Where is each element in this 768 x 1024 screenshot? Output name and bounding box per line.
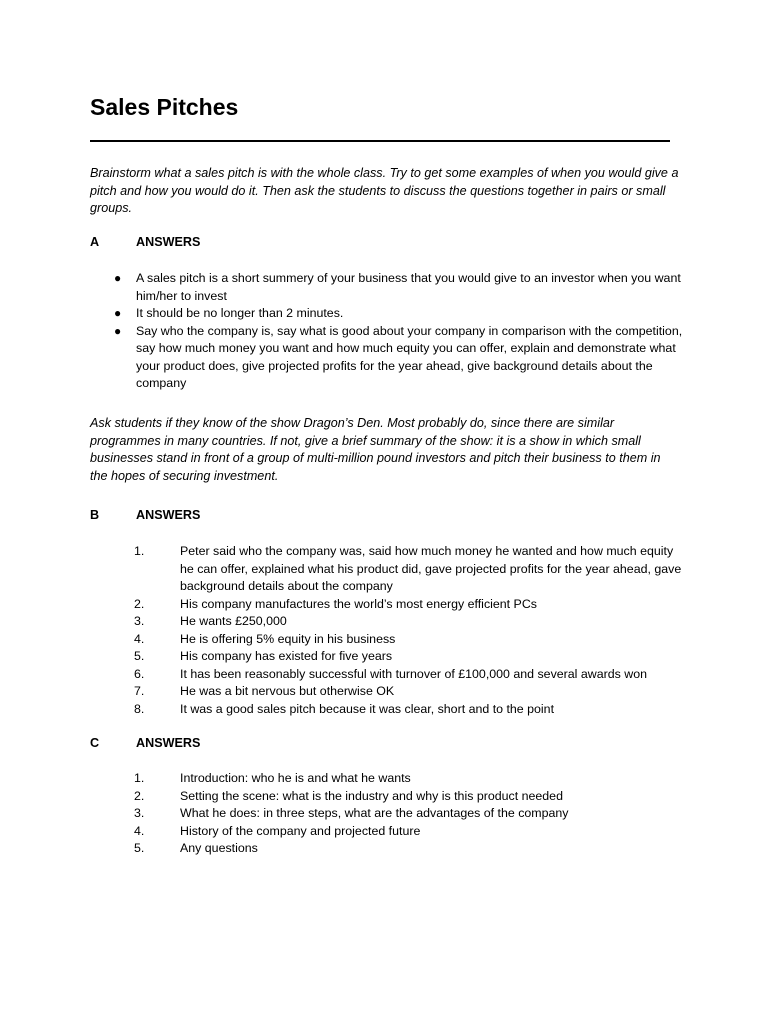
section-c-numbered-list [90,770,690,858]
item-text: Peter said who the company was, said how much money he wanted and how much equity he can offer, explained what his product did, gave projected profits for the year ahead, gave background details about the company [180,544,682,593]
item-number: 4. [134,631,145,646]
section-b-numbered-list [90,543,690,718]
list-item [90,596,690,614]
item-number: 1. [134,544,145,558]
item-text: He wants £250,000 [180,614,287,628]
bullet-text: A sales pitch is a short summery of your business that you would give to an investor when you want him/her to invest [136,271,681,303]
bullet-text: It should be no longer than 2 minutes. [136,306,344,320]
section-label: ANSWERS [136,235,201,249]
list-item [90,683,690,701]
list-item [90,666,690,684]
title-underline [90,140,670,142]
item-text: His company manufactures the world’s most energy efficient PCs [180,596,537,611]
bullet-text: Say who the company is, say what is good about your company in comparison with the competition, say how much money you want and how much equity you can offer, explain and demonstrate what your product does, give projected profits for the year ahead, give background details about the company [136,323,683,390]
list-item [90,805,690,823]
list-item [90,323,690,393]
item-number: 3. [134,614,145,628]
item-text: Any questions [180,841,258,855]
bullet-icon: ● [114,306,122,320]
item-number: 6. [134,666,145,681]
list-item [90,543,690,596]
list-item [90,305,690,323]
item-text: He was a bit nervous but otherwise OK [180,684,395,698]
list-item [90,770,690,788]
item-text: What he does: in three steps, what are the advantages of the company [180,806,569,820]
list-item [90,701,690,719]
item-text: Setting the scene: what is the industry and why is this product needed [180,788,563,803]
section-a-bullet-list [90,270,690,393]
item-number: 1. [134,771,145,785]
section-letter: C [90,736,100,750]
item-number: 5. [134,649,145,663]
item-text: It was a good sales pitch because it was clear, short and to the point [180,701,555,716]
item-text: It has been reasonably successful with turnover of £100,000 and several awards won [180,666,647,681]
dragons-den-paragraph: Ask students if they know of the show Dragon’s Den. Most probably do, since there are similar programmes in many countries. If not, give a brief summary of the show: it is a show in which small businesses stand in front of a group of multi-million pound investors and pitch their business to them in the hopes of securing investment. [90,416,661,483]
item-number: 3. [134,806,145,820]
section-label: ANSWERS [136,736,201,750]
item-number: 5. [134,841,145,855]
section-letter: A [90,235,100,249]
section-letter: B [90,508,100,522]
section-label: ANSWERS [136,508,201,522]
list-item [90,270,690,305]
list-item [90,840,690,858]
list-item [90,823,690,841]
list-item [90,788,690,806]
list-item [90,648,690,666]
list-item [90,613,690,631]
item-number: 2. [134,788,145,803]
item-number: 4. [134,823,145,838]
intro-paragraph: Brainstorm what a sales pitch is with the whole class. Try to get some examples of when you would give a pitch and how you would do it. Then ask the students to discuss the questions together in pairs or small groups. [90,166,679,215]
item-number: 2. [134,596,145,611]
page-title: Sales Pitches [90,94,239,120]
item-text: Introduction: who he is and what he wants [180,771,411,785]
bullet-icon: ● [114,323,122,338]
bullet-icon: ● [114,271,122,285]
item-number: 7. [134,684,145,698]
list-item [90,631,690,649]
item-text: His company has existed for five years [180,649,393,663]
item-number: 8. [134,701,145,716]
item-text: History of the company and projected future [180,823,421,838]
item-text: He is offering 5% equity in his business [180,631,396,646]
